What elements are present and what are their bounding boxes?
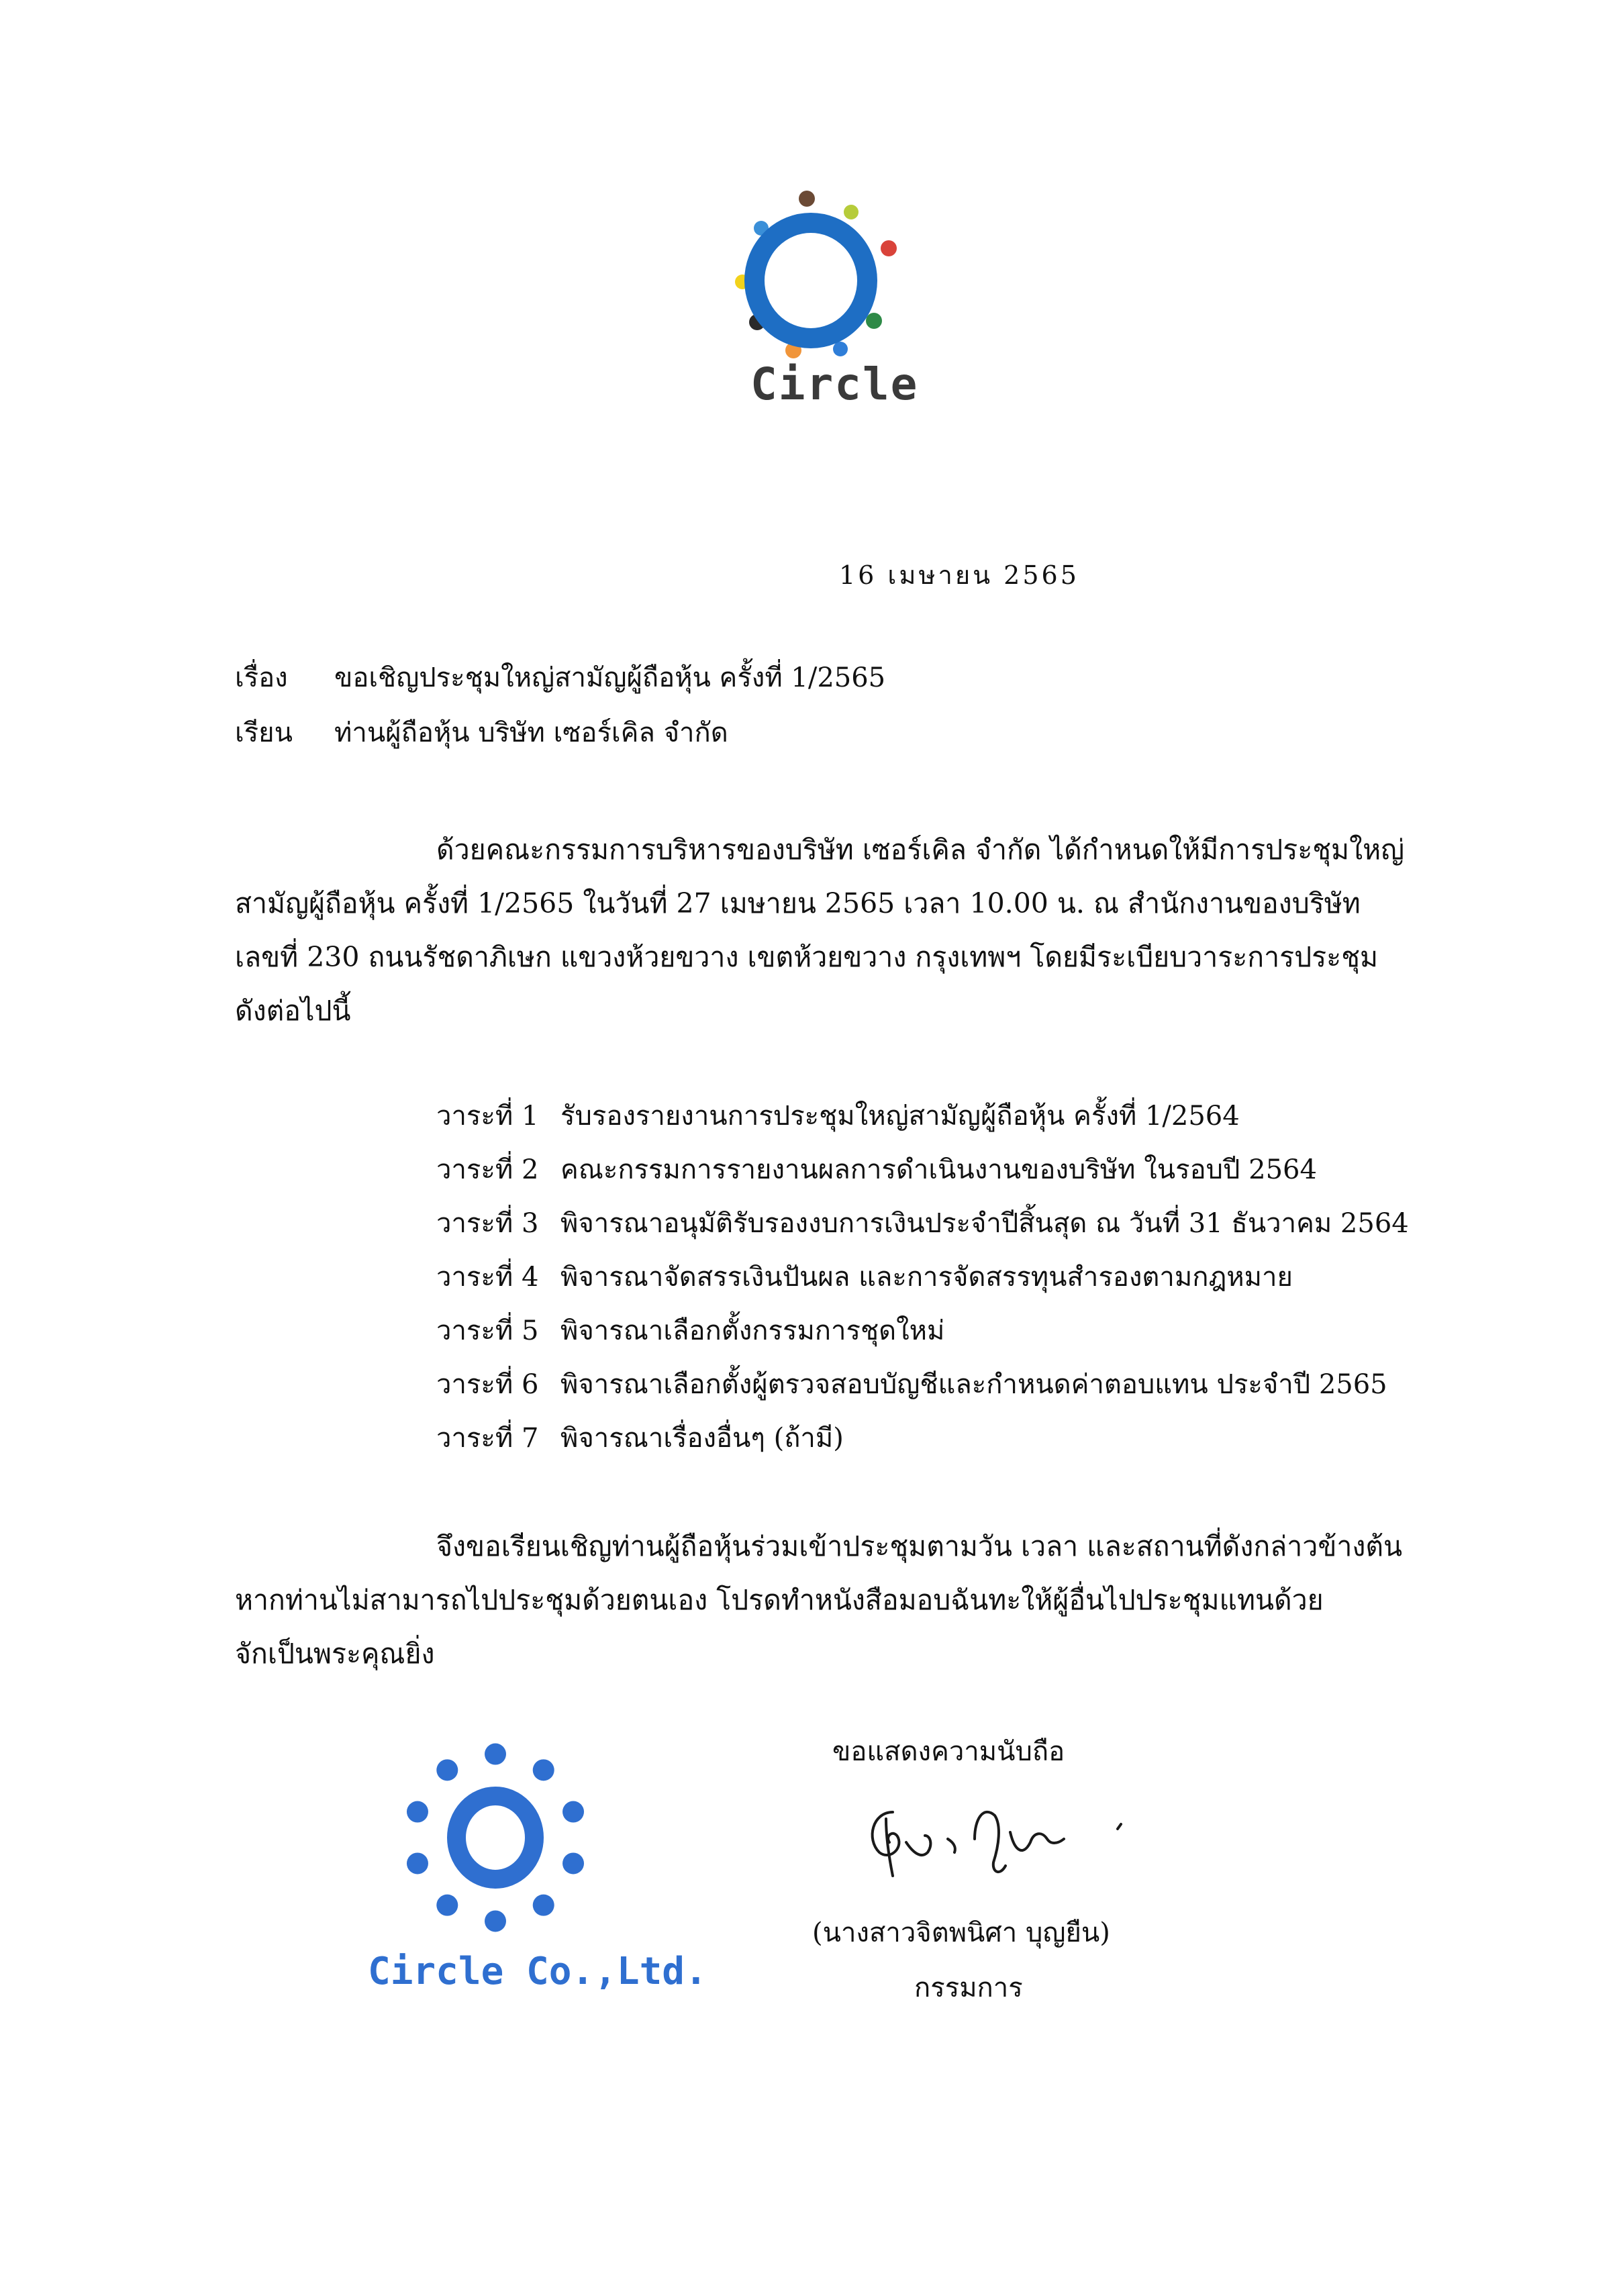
closing-line: หากท่านไม่สามารถไปประชุมด้วยตนเอง โปรดทำหนังสือมอบฉันทะให้ผู้อื่นไปประชุมแทนด้วย	[235, 1584, 1324, 1616]
signer-name: (นางสาวจิตพนิศา บุญยืน)	[812, 1917, 1110, 1948]
to-label: เรียน	[235, 717, 293, 748]
agenda-item-text: รับรองรายงานการประชุมใหญ่สามัญผู้ถือหุ้น ครั้งที่ 1/2564	[560, 1101, 1240, 1132]
agenda-item-label: วาระที่ 5	[436, 1315, 539, 1346]
closing-line: จึงขอเรียนเชิญท่านผู้ถือหุ้นร่วมเข้าประชุมตามวัน เวลา และสถานที่ดังกล่าวข้างต้น	[436, 1530, 1403, 1562]
agenda-item-label: วาระที่ 1	[436, 1101, 539, 1132]
intro-line: ดังต่อไปนี้	[235, 995, 351, 1027]
agenda-item-label: วาระที่ 3	[436, 1208, 539, 1239]
intro-line: สามัญผู้ถือหุ้น ครั้งที่ 1/2565 ในวันที่ 27 เมษายน 2565 เวลา 10.00 น. ณ สำนักงานของบริษัท	[235, 887, 1361, 919]
regards-text: ขอแสดงความนับถือ	[832, 1736, 1065, 1767]
agenda-item-label: วาระที่ 7	[436, 1423, 539, 1454]
intro-line: ด้วยคณะกรรมการบริหารของบริษัท เซอร์เคิล จำกัด ได้กำหนดให้มีการประชุมใหญ่	[436, 834, 1405, 866]
subject-text: ขอเชิญประชุมใหญ่สามัญผู้ถือหุ้น ครั้งที่ 1/2565	[334, 662, 886, 693]
signer-title: กรรมการ	[914, 1973, 1023, 2003]
agenda-item-text: พิจารณาเลือกตั้งกรรมการชุดใหม่	[560, 1315, 945, 1346]
agenda-item-text: พิจารณาจัดสรรเงินปันผล และการจัดสรรทุนสำรองตามกฎหมาย	[560, 1262, 1293, 1293]
agenda-item-text: พิจารณาเลือกตั้งผู้ตรวจสอบบัญชีและกำหนดค่าตอบแทน ประจำปี 2565	[560, 1369, 1387, 1400]
logo-text: Circle	[750, 358, 919, 410]
agenda-item-text: คณะกรรมการรายงานผลการดำเนินงานของบริษัท ในรอบปี 2564	[560, 1154, 1317, 1185]
intro-line: เลขที่ 230 ถนนรัชดาภิเษก แขวงห้วยขวาง เขตห้วยขวาง กรุงเทพฯ โดยมีระเบียบวาระการประชุม	[235, 941, 1379, 973]
closing-line: จักเป็นพระคุณยิ่ง	[235, 1638, 435, 1670]
to-text: ท่านผู้ถือหุ้น บริษัท เซอร์เคิล จำกัด	[334, 717, 728, 748]
agenda-item-text: พิจารณาอนุมัติรับรองงบการเงินประจำปีสิ้นสุด ณ วันที่ 31 ธันวาคม 2564	[560, 1208, 1409, 1239]
stamp-text: Circle Co.,Ltd.	[368, 1950, 707, 1993]
agenda-item-label: วาระที่ 4	[436, 1262, 539, 1293]
letter-date: 16 เมษายน 2565	[839, 560, 1079, 590]
agenda-item-label: วาระที่ 6	[436, 1369, 539, 1400]
subject-label: เรื่อง	[235, 662, 288, 693]
agenda-item-label: วาระที่ 2	[436, 1154, 539, 1185]
agenda-item-text: พิจารณาเรื่องอื่นๆ (ถ้ามี)	[560, 1423, 844, 1454]
